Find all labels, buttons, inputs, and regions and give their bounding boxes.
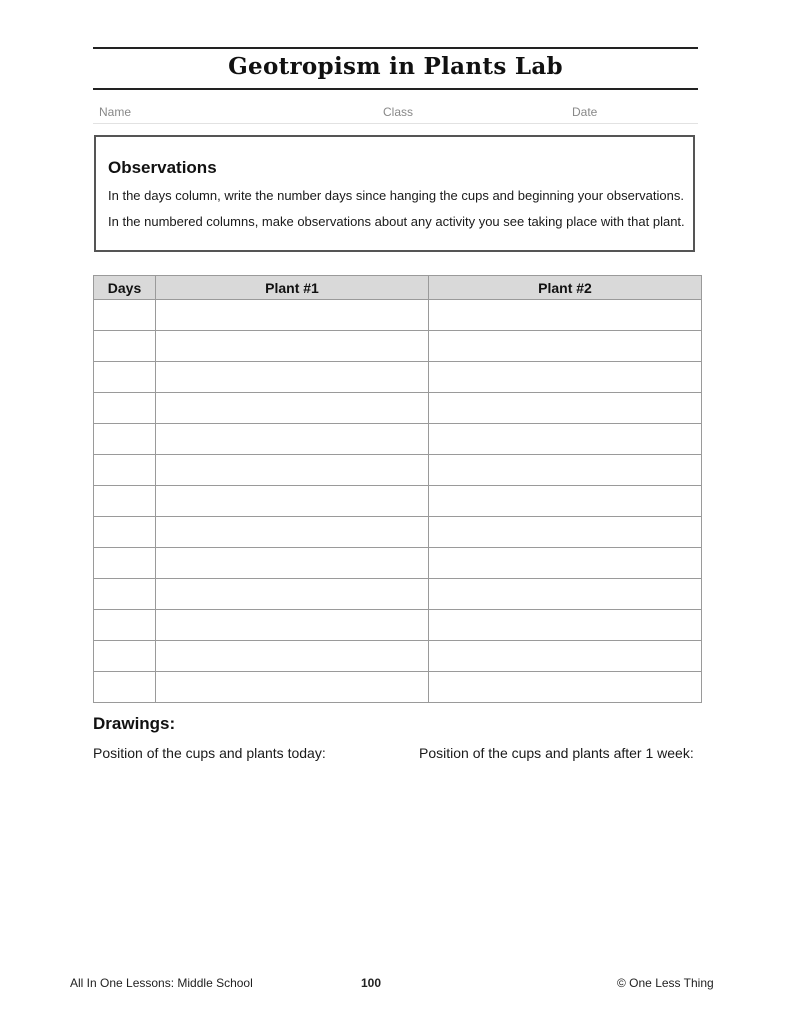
plant-2-column-header: Plant #2 xyxy=(429,276,702,300)
page-number: 100 xyxy=(361,976,382,990)
page-title: Geotropism in Plants Lab xyxy=(228,53,563,80)
name-class-date-line xyxy=(93,123,698,124)
class-field-label: Class xyxy=(383,105,414,119)
plant-2-cell[interactable] xyxy=(429,331,702,362)
observation-table xyxy=(93,275,702,703)
table-row xyxy=(94,424,702,455)
drawings-heading: Drawings: xyxy=(93,714,176,733)
plant-1-cell[interactable] xyxy=(156,362,429,393)
days-cell[interactable] xyxy=(94,517,156,548)
table-row xyxy=(94,331,702,362)
table-row xyxy=(94,672,702,703)
table-body xyxy=(94,300,702,703)
plant-2-cell[interactable] xyxy=(429,610,702,641)
days-cell[interactable] xyxy=(94,548,156,579)
observations-instruction-1: In the days column, write the number days since hanging the cups and beginning your observations. xyxy=(108,188,684,203)
plant-2-cell[interactable] xyxy=(429,455,702,486)
observations-instruction-2: In the numbered columns, make observations about any activity you see taking place with that plant. xyxy=(108,214,685,229)
table-row xyxy=(94,455,702,486)
table-row xyxy=(94,393,702,424)
table-header-row xyxy=(94,276,702,300)
days-cell[interactable] xyxy=(94,331,156,362)
footer-book-title: All In One Lessons: Middle School xyxy=(70,976,253,990)
table-row xyxy=(94,579,702,610)
plant-2-cell[interactable] xyxy=(429,641,702,672)
plant-2-cell[interactable] xyxy=(429,672,702,703)
plant-1-cell[interactable] xyxy=(156,300,429,331)
top-rule xyxy=(93,47,698,49)
name-field-label: Name xyxy=(99,105,132,119)
days-cell[interactable] xyxy=(94,579,156,610)
table-row xyxy=(94,362,702,393)
plant-2-cell[interactable] xyxy=(429,362,702,393)
plant-2-cell[interactable] xyxy=(429,517,702,548)
days-cell[interactable] xyxy=(94,610,156,641)
drawing-today-label: Position of the cups and plants today: xyxy=(93,745,326,761)
drawing-week-label: Position of the cups and plants after 1 week: xyxy=(419,745,694,761)
plant-1-cell[interactable] xyxy=(156,579,429,610)
plant-2-cell[interactable] xyxy=(429,393,702,424)
plant-1-cell[interactable] xyxy=(156,455,429,486)
days-cell[interactable] xyxy=(94,362,156,393)
observations-heading: Observations xyxy=(108,158,217,177)
plant-1-column-header: Plant #1 xyxy=(156,276,429,300)
days-cell[interactable] xyxy=(94,486,156,517)
days-cell[interactable] xyxy=(94,641,156,672)
days-cell[interactable] xyxy=(94,672,156,703)
table-row xyxy=(94,548,702,579)
plant-1-cell[interactable] xyxy=(156,393,429,424)
plant-2-cell[interactable] xyxy=(429,486,702,517)
plant-1-cell[interactable] xyxy=(156,517,429,548)
plant-2-cell[interactable] xyxy=(429,579,702,610)
title-rule xyxy=(93,88,698,90)
plant-1-cell[interactable] xyxy=(156,331,429,362)
plant-1-cell[interactable] xyxy=(156,424,429,455)
plant-1-cell[interactable] xyxy=(156,610,429,641)
plant-1-cell[interactable] xyxy=(156,548,429,579)
plant-1-cell[interactable] xyxy=(156,486,429,517)
table-row xyxy=(94,641,702,672)
date-field-label: Date xyxy=(572,105,598,119)
table-row xyxy=(94,300,702,331)
plant-1-cell[interactable] xyxy=(156,641,429,672)
table-row xyxy=(94,610,702,641)
days-cell[interactable] xyxy=(94,455,156,486)
days-cell[interactable] xyxy=(94,300,156,331)
plant-1-cell[interactable] xyxy=(156,672,429,703)
plant-2-cell[interactable] xyxy=(429,548,702,579)
plant-2-cell[interactable] xyxy=(429,300,702,331)
footer-copyright: © One Less Thing xyxy=(617,976,714,990)
days-cell[interactable] xyxy=(94,393,156,424)
days-cell[interactable] xyxy=(94,424,156,455)
table-row xyxy=(94,486,702,517)
days-column-header: Days xyxy=(94,276,156,300)
plant-2-cell[interactable] xyxy=(429,424,702,455)
table-row xyxy=(94,517,702,548)
